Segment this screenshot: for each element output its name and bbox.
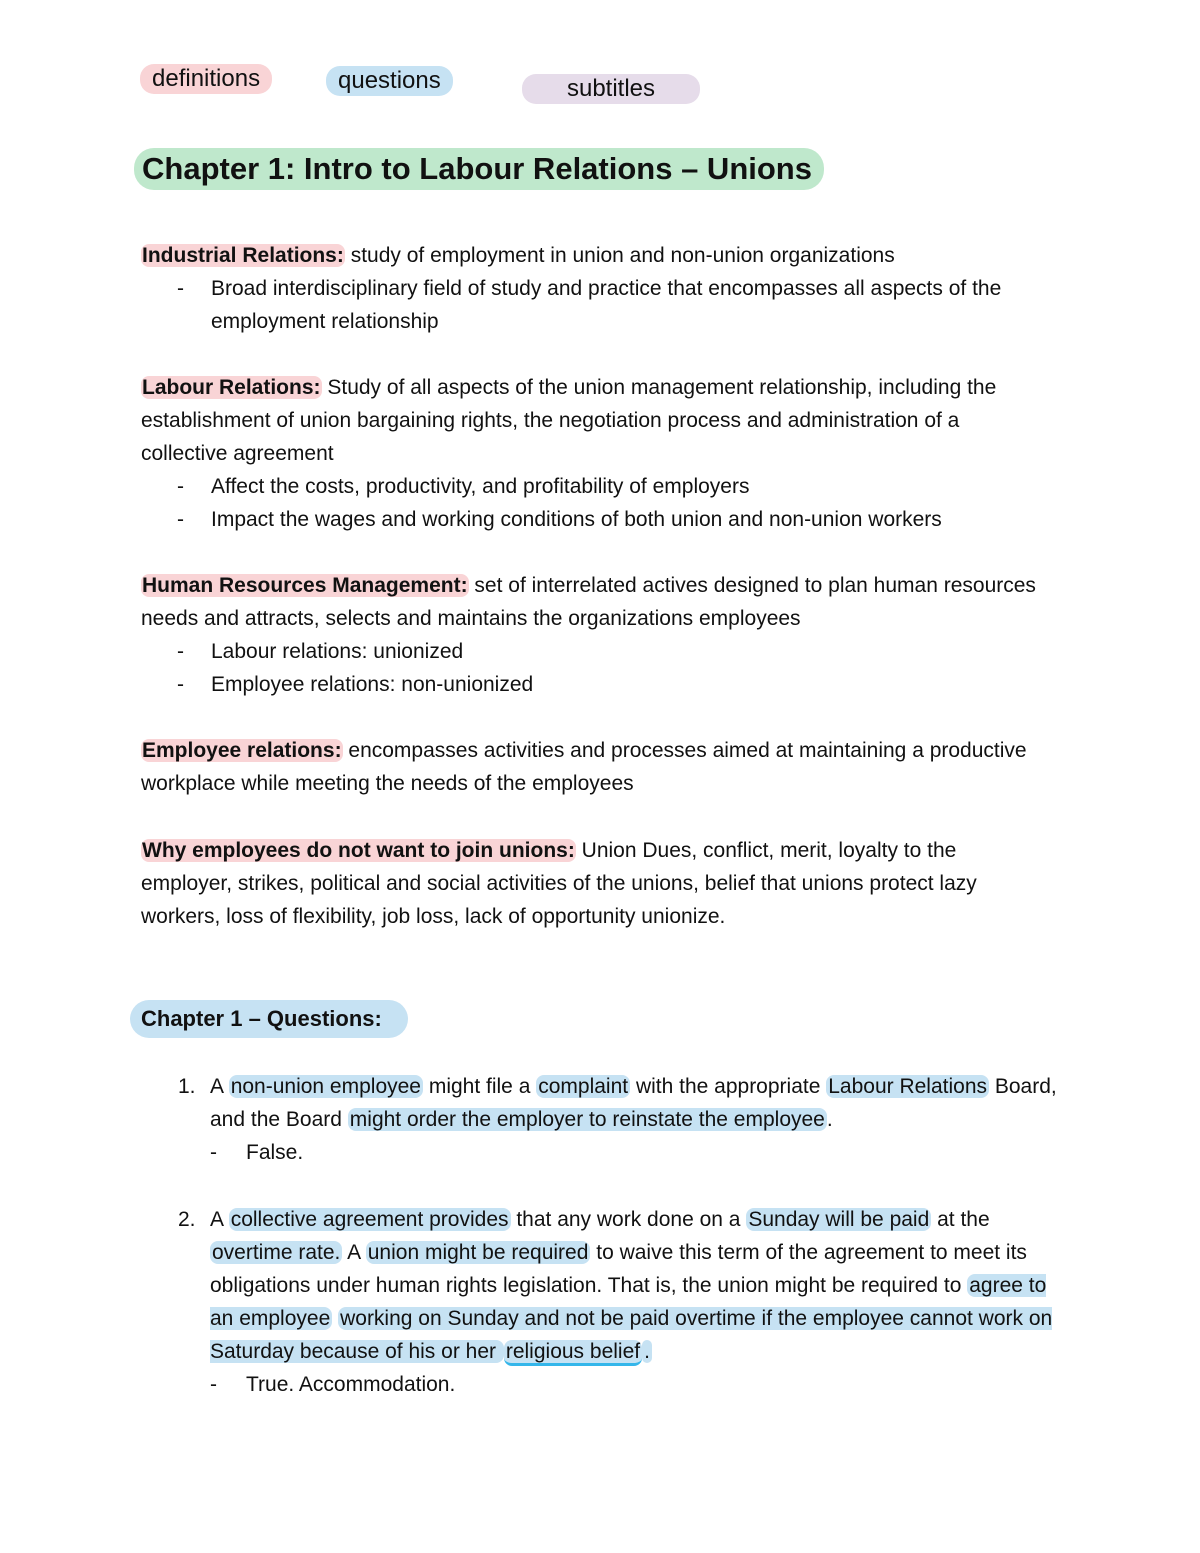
question-highlight-underlined: religious belief [504,1340,642,1366]
definition-human-resources-management [141,569,1051,701]
question-highlight: Labour Relations [828,1075,988,1098]
legend-definitions: definitions [140,64,272,94]
question-highlight: collective agreement provides [230,1208,509,1231]
question-text [210,1070,1058,1136]
question-highlight: non-union employee [230,1075,421,1098]
question-text-part: A [210,1075,229,1098]
highlight-legend [0,62,1200,112]
question-highlight: . [644,1340,650,1363]
question-text-part: to waive this term of the agreement to meet its obligations under human rights legislation. That is, the union might be required to [210,1241,1027,1297]
bullet-list [141,272,1051,338]
definition-term: Why employees do not want to join unions: [142,839,575,862]
definition-text: study of employment in union and non-union organizations [344,244,895,267]
definition-text: Union Dues, conflict, merit, loyalty to the employer, strikes, political and social activities of the unions, belief that unions protect lazy workers, loss of flexibility, job loss, lack of opportunity unionize. [141,839,977,928]
definition-term: Human Resources Management: [142,574,468,597]
question-highlight: agree to an employee [210,1274,1047,1330]
definition-term: Employee relations: [142,739,342,762]
bullet-item: - Labour relations: unionized [141,635,1051,668]
question-text-part: . [826,1108,833,1131]
definition-employee-relations [141,734,1051,800]
bullet-item: - Affect the costs, productivity, and profitability of employers [141,470,1051,503]
question-text-part: might file a [423,1075,537,1098]
question-text-part: Board, and the Board [210,1075,1057,1131]
question-answer: - False. [210,1136,1058,1169]
bullet-item: - Broad interdisciplinary field of study and practice that encompasses all aspects of the employment relationship [141,272,1051,338]
definition-text: set of interrelated actives designed to plan human resources needs and attracts, selects and maintains the organizations employees [141,574,1036,630]
questions-title: Chapter 1 – Questions: [130,1000,408,1038]
question-1 [178,1070,1058,1169]
definition-industrial-relations [141,239,1051,338]
definition-term: Industrial Relations: [142,244,344,267]
bullet-list [141,470,1051,536]
definition-text: encompasses activities and processes aimed at maintaining a productive workplace while meeting the needs of the employees [141,739,1027,795]
question-number: 2. [178,1208,196,1231]
question-highlight: union might be required [367,1241,589,1264]
question-text-part: A [210,1208,229,1231]
question-text-part: A [342,1241,366,1264]
question-text-part: with the appropriate [630,1075,827,1098]
question-highlight: might order the employer to reinstate the employee [349,1108,825,1131]
question-highlight: overtime rate. [212,1241,341,1264]
question-highlight: complaint [538,1075,629,1098]
question-highlight: Sunday will be paid [748,1208,930,1231]
question-highlight: working on Sunday and not be paid overtime if the employee cannot work on Saturday because of his or her [210,1307,1053,1363]
bullet-item: - Employee relations: non-unionized [141,668,1051,701]
question-number: 1. [178,1075,196,1098]
legend-questions: questions [326,66,453,96]
definition-labour-relations [141,371,1051,536]
question-2 [178,1203,1058,1401]
question-text [210,1203,1058,1368]
question-text-part: at the [931,1208,990,1231]
definition-why-not-join-unions [141,834,1051,933]
question-text-part: that any work done on a [510,1208,747,1231]
bullet-list [141,635,1051,701]
definition-term: Labour Relations: [142,376,321,399]
bullet-item: - Impact the wages and working conditions of both union and non-union workers [141,503,1051,536]
chapter-title: Chapter 1: Intro to Labour Relations – Unions [134,148,824,190]
question-answer: - True. Accommodation. [210,1368,1058,1401]
legend-subtitles: subtitles [522,74,700,104]
definition-text: Study of all aspects of the union management relationship, including the establishment of union bargaining rights, the negotiation process and administration of a collective agreement [141,376,997,465]
